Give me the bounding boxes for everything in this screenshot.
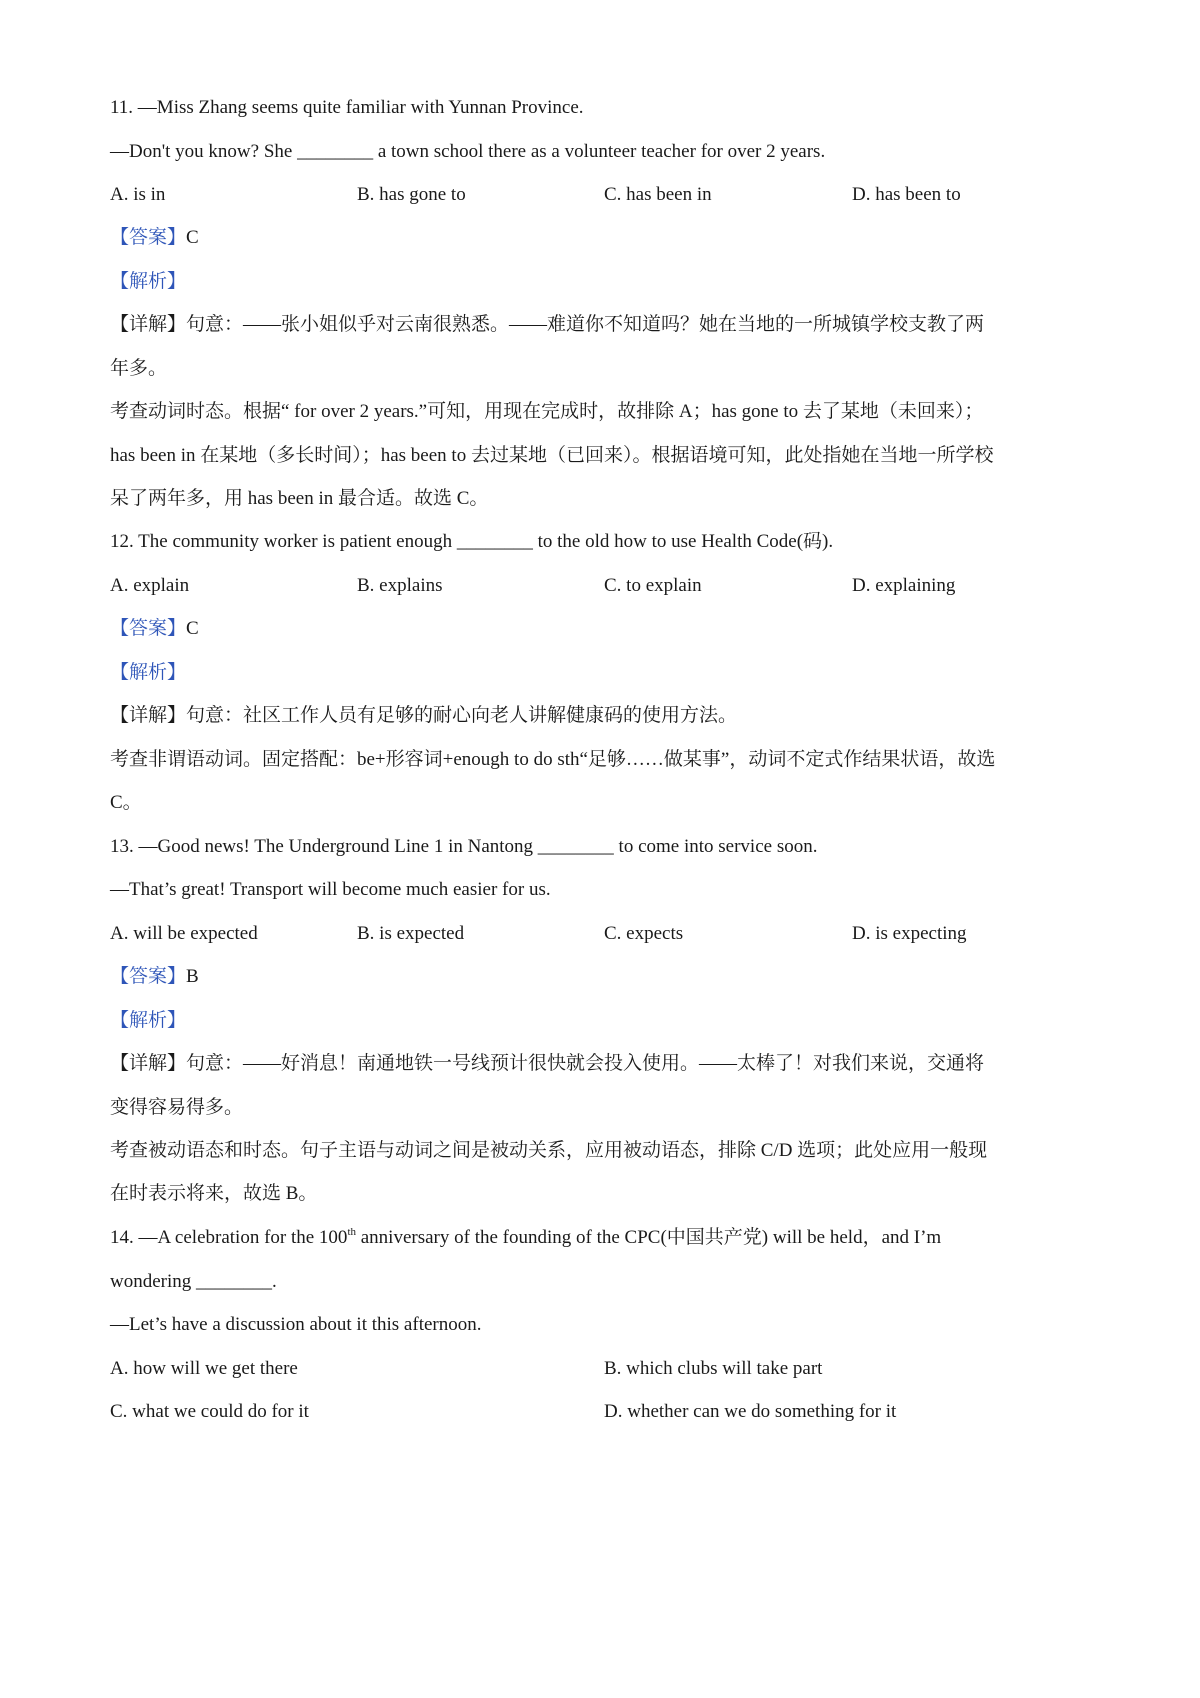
q13-answer: [110, 962, 1100, 992]
q13-detail-line-3: 考查被动语态和时态。句子主语与动词之间是被动关系，应用被动语态，排除 C/D 选项；此处应用一般现: [110, 1140, 988, 1161]
answer-tag: 【答案】: [110, 966, 187, 987]
q11-stem-line-1: 11. —Miss Zhang seems quite familiar with Yunnan Province.: [110, 97, 584, 118]
q12-detail-line-1: [110, 701, 1100, 731]
q11-option-c: C. has been in: [604, 184, 712, 205]
q13-options: [110, 919, 1100, 949]
ordinal-suffix: th: [347, 1226, 356, 1238]
detail-text: 句意：社区工作人员有足够的耐心向老人讲解健康码的使用方法。: [186, 705, 738, 726]
q11-detail-line-4: has been in 在某地（多长时间）；has been to 去过某地（已回来）。根据语境可知，此处指她在当地一所学校: [110, 445, 994, 466]
detail-tag: 【详解】: [110, 705, 187, 726]
detail-text: 句意：——张小姐似乎对云南很熟悉。——难道你不知道吗？她在当地的一所城镇学校支教了两: [186, 314, 985, 335]
answer-tag: 【答案】: [110, 618, 187, 639]
q12-option-b: B. explains: [357, 575, 443, 596]
q13-detail-line-4: 在时表示将来，故选 B。: [110, 1183, 318, 1204]
q12-option-d: D. explaining: [852, 575, 956, 596]
q14-stem-line-2: wondering ________.: [110, 1271, 277, 1292]
q11-detail-line-2: 年多。: [110, 358, 168, 379]
detail-tag: 【详解】: [110, 1053, 187, 1074]
answer-tag: 【答案】: [110, 227, 187, 248]
detail-text: 句意：——好消息！南通地铁一号线预计很快就会投入使用。——太棒了！对我们来说，交通将: [186, 1053, 985, 1074]
q12-options: [110, 571, 1100, 601]
q13-analysis: [110, 1006, 1100, 1036]
analysis-tag: 【解析】: [110, 1010, 187, 1031]
q11-answer: [110, 223, 1100, 253]
q12-stem-line-1: 12. The community worker is patient enough ________ to the old how to use Health Code(码).: [110, 531, 834, 552]
q12-detail-line-3: C。: [110, 792, 142, 813]
analysis-tag: 【解析】: [110, 271, 187, 292]
q14-stem-line-1: [110, 1223, 1100, 1253]
answer-value: C: [186, 618, 199, 639]
q12-option-c: C. to explain: [604, 575, 702, 596]
q14-options-row-1: [110, 1354, 1100, 1384]
q12-analysis: [110, 658, 1100, 688]
q14-stem-line-3: —Let’s have a discussion about it this afternoon.: [110, 1314, 482, 1335]
q11-option-a: A. is in: [110, 184, 166, 205]
q12-detail-line-2: 考查非谓语动词。固定搭配：be+形容词+enough to do sth“足够……做某事”，动词不定式作结果状语，故选: [110, 749, 996, 770]
q13-detail-line-2: 变得容易得多。: [110, 1097, 244, 1118]
q11-options: [110, 180, 1100, 210]
answer-value: B: [186, 966, 199, 987]
q13-option-c: C. expects: [604, 923, 684, 944]
q11-detail-line-1: [110, 310, 1100, 340]
q11-option-d: D. has been to: [852, 184, 961, 205]
q14-option-b: B. which clubs will take part: [604, 1358, 823, 1379]
q12-answer: [110, 614, 1100, 644]
q11-option-b: B. has gone to: [357, 184, 466, 205]
q13-option-a: A. will be expected: [110, 923, 258, 944]
q12-option-a: A. explain: [110, 575, 190, 596]
q13-stem-line-2: —That’s great! Transport will become much easier for us.: [110, 879, 551, 900]
q11-detail-line-5: 呆了两年多，用 has been in 最合适。故选 C。: [110, 488, 489, 509]
q14-option-c: C. what we could do for it: [110, 1401, 309, 1422]
detail-tag: 【详解】: [110, 314, 187, 335]
q13-option-d: D. is expecting: [852, 923, 967, 944]
q14-stem-text-rest: anniversary of the founding of the CPC(中国共产党) will be held，and I’m: [356, 1227, 942, 1248]
q14-options-row-2: [110, 1397, 1100, 1427]
q14-option-d: D. whether can we do something for it: [604, 1401, 897, 1422]
q13-option-b: B. is expected: [357, 923, 465, 944]
q13-stem-line-1: 13. —Good news! The Underground Line 1 in Nantong ________ to come into service soon.: [110, 836, 818, 857]
q14-stem-text: 14. —A celebration for the 100: [110, 1227, 348, 1248]
q11-analysis: [110, 267, 1100, 297]
q13-detail-line-1: [110, 1049, 1100, 1079]
q14-option-a: A. how will we get there: [110, 1358, 298, 1379]
answer-value: C: [186, 227, 199, 248]
q11-detail-line-3: 考查动词时态。根据“ for over 2 years.”可知，用现在完成时，故排除 A；has gone to 去了某地（未回来）；: [110, 401, 984, 422]
q11-stem-line-2: —Don't you know? She ________ a town school there as a volunteer teacher for over 2 years.: [110, 141, 826, 162]
analysis-tag: 【解析】: [110, 662, 187, 683]
